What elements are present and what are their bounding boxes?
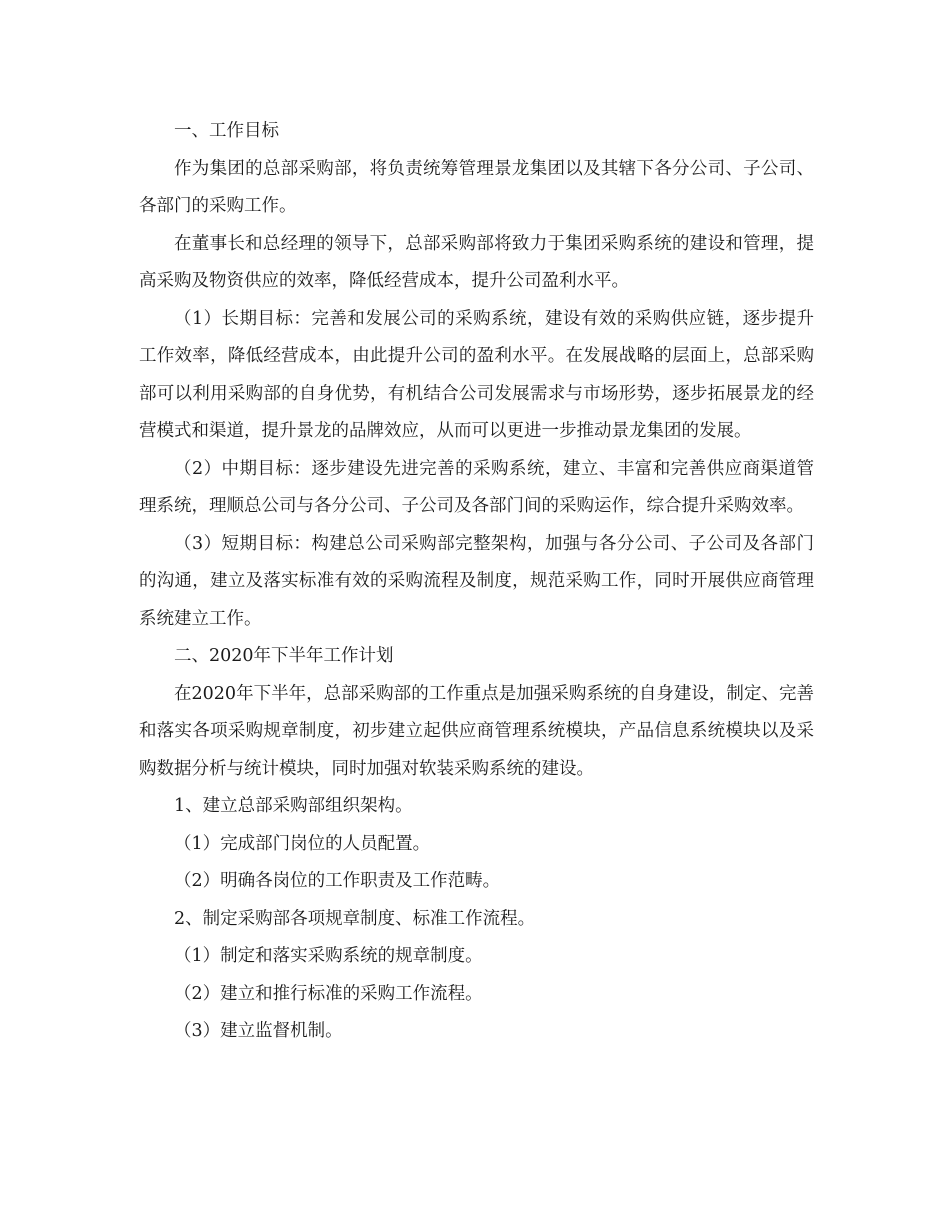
paragraph-leadership: 在董事长和总经理的领导下，总部采购部将致力于集团采购系统的建设和管理，提高采购及物资供应的效率，降低经营成本，提升公司盈利水平。 <box>139 233 814 291</box>
list-item-regulations: 2、制定采购部各项规章制度、标准工作流程。 <box>174 908 536 929</box>
list-subitem-rules: （1）制定和落实采购系统的规章制度。 <box>174 946 483 966</box>
list-subitem-supervision: （3）建立监督机制。 <box>174 1021 343 1041</box>
list-subitem-staffing: （1）完成部门岗位的人员配置。 <box>174 833 431 854</box>
paragraph-plan-focus: 在2020年下半年，总部采购部的工作重点是加强采购系统的自身建设，制定、完善和落实各项采购规章制度，初步建立起供应商管理系统模块，产品信息系统模块以及采购数据分析与统计模块，同时加强对软装采购系统的建设。 <box>139 683 814 779</box>
section-heading-work-plan: 二、2020年下半年工作计划 <box>174 646 394 666</box>
section-heading-work-goals: 一、工作目标 <box>174 121 279 141</box>
list-item-org-structure: 1、建立总部采购部组织架构。 <box>174 796 413 816</box>
paragraph-long-term-goal: （1）长期目标：完善和发展公司的采购系统，建设有效的采购供应链，逐步提升工作效率，降低经营成本，由此提升公司的盈利水平。在发展战略的层面上，总部采购部可以利用采购部的自身优势，有机结合公司发展需求与市场形势，逐步拓展景龙的经营模式和渠道，提升景龙的品牌效应，从而可以更进一步推动景龙集团的发展。 <box>139 308 814 441</box>
paragraph-mid-term-goal: （2）中期目标：逐步建设先进完善的采购系统，建立、丰富和完善供应商渠道管理系统，理顺总公司与各分公司、子公司及各部门间的采购运作，综合提升采购效率。 <box>139 458 814 516</box>
paragraph-role: 作为集团的总部采购部，将负责统筹管理景龙集团以及其辖下各分公司、子公司、各部门的采购工作。 <box>139 158 814 216</box>
list-subitem-responsibilities: （2）明确各岗位的工作职责及工作范畴。 <box>174 871 501 891</box>
paragraph-short-term-goal: （3）短期目标：构建总公司采购部完整架构，加强与各分公司、子公司及各部门的沟通，建立及落实标准有效的采购流程及制度，规范采购工作，同时开展供应商管理系统建立工作。 <box>139 533 814 629</box>
list-subitem-workflow: （2）建立和推行标准的采购工作流程。 <box>174 983 483 1004</box>
document-body <box>139 113 814 1051</box>
